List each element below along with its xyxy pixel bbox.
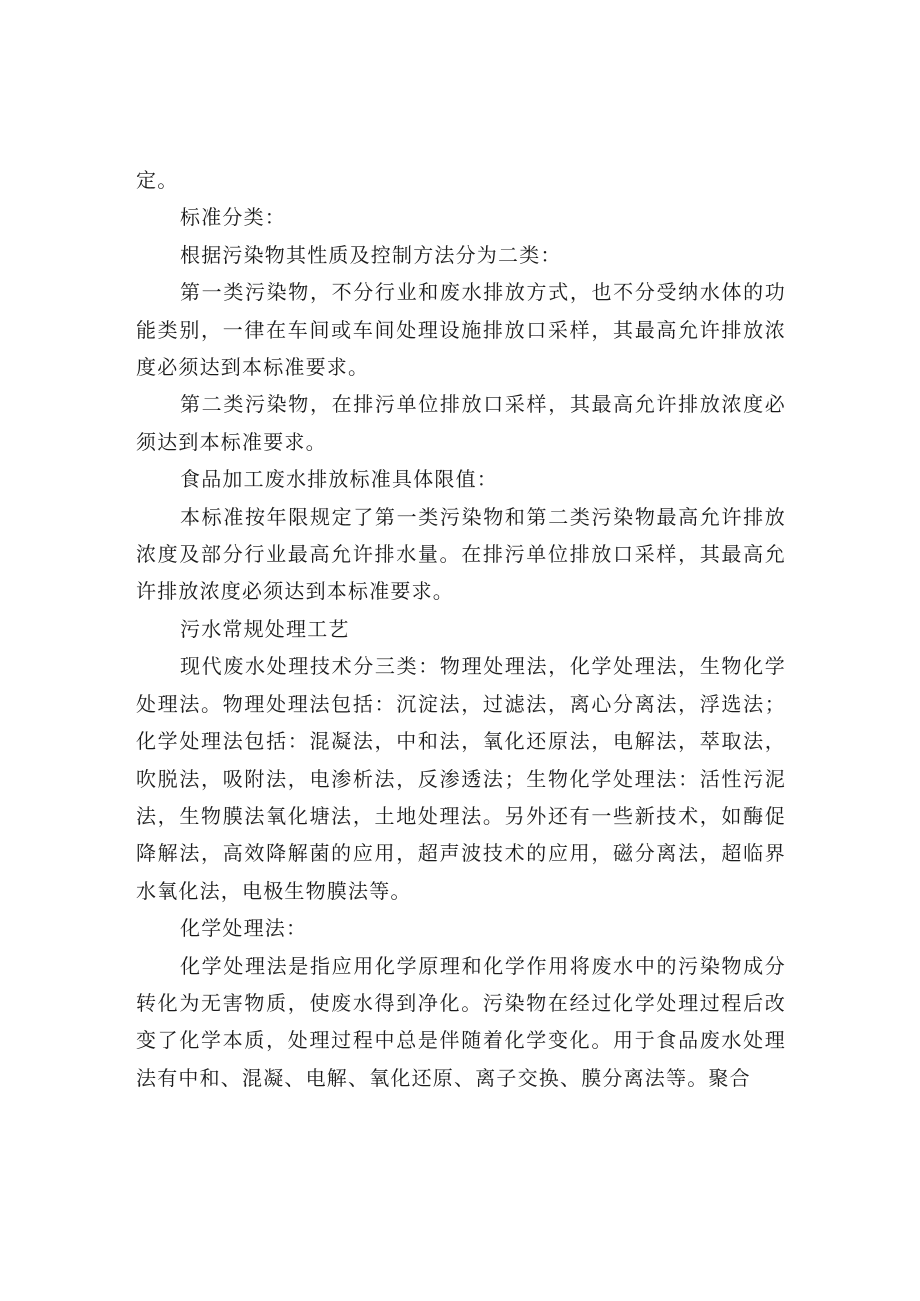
paragraph-discharge-limits: 本标准按年限规定了第一类污染物和第二类污染物最高允许排放浓度及部分行业最高允许排水量。在排污单位排放口采样，其最高允许排放浓度必须达到本标准要求。 xyxy=(136,504,786,604)
paragraph-class-one-pollutants: 第一类污染物，不分行业和废水排放方式，也不分受纳水体的功能类别，一律在车间或车间处理设施排放口采样，其最高允许排放浓度必须达到本标准要求。 xyxy=(136,280,786,380)
heading-standard-classification: 标准分类： xyxy=(180,205,286,230)
heading-conventional-treatment: 污水常规处理工艺 xyxy=(180,616,350,641)
document-body xyxy=(136,162,786,1097)
paragraph-class-two-pollutants: 第二类污染物，在排污单位排放口采样，其最高允许排放浓度必须达到本标准要求。 xyxy=(136,392,786,454)
heading-chemical-treatment: 化学处理法： xyxy=(180,916,308,941)
paragraph-treatment-technologies: 现代废水处理技术分三类：物理处理法，化学处理法，生物化学处理法。物理处理法包括：沉淀法，过滤法，离心分离法，浮选法；化学处理法包括：混凝法，中和法，氧化还原法，电解法，萃取法，吹脱法，吸附法，电渗析法，反渗透法；生物化学处理法：活性污泥法，生物膜法氧化塘法，土地处理法。另外还有一些新技术，如酶促降解法，高效降解菌的应用，超声波技术的应用，磁分离法，超临界水氧化法，电极生物膜法等。 xyxy=(136,654,786,903)
paragraph-continuation: 定。 xyxy=(136,168,179,192)
paragraph-classification-basis: 根据污染物其性质及控制方法分为二类： xyxy=(180,242,562,267)
heading-discharge-limits: 食品加工废水排放标准具体限值： xyxy=(180,467,498,492)
paragraph-chemical-treatment: 化学处理法是指应用化学原理和化学作用将废水中的污染物成分转化为无害物质，使废水得到净化。污染物在经过化学处理过程后改变了化学本质，处理过程中总是伴随着化学变化。用于食品废水处理法有中和、混凝、电解、氧化还原、离子交换、膜分离法等。聚合 xyxy=(136,953,786,1090)
